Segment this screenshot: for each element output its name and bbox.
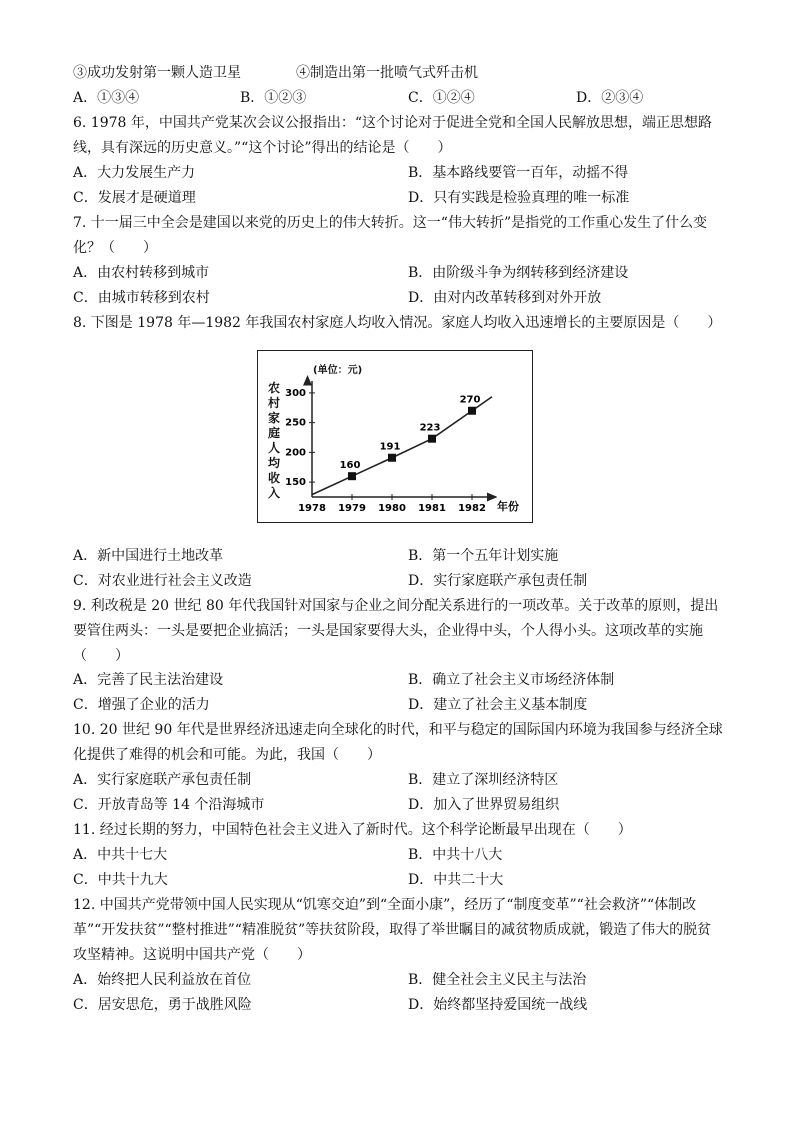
q10-stem: 10. 20 世纪 90 年代是世界经济迅速走向全球化的时代，和平与稳定的国际国内环境为我国参与经济全球化提供了难得的机会和可能。为此，我国（ ） (73, 722, 723, 763)
q6-option-c[interactable]: C．发展才是硬道理 (73, 190, 196, 206)
q10-option-c[interactable]: C．开放青岛等 14 个沿海城市 (73, 797, 265, 813)
q7-option-d[interactable]: D．由对内改革转移到对外开放 (408, 290, 602, 306)
data-label: 270 (459, 394, 481, 406)
x-tick-label: 1978 (298, 503, 326, 514)
q6-option-d[interactable]: D．只有实践是检验真理的唯一标准 (408, 190, 630, 206)
data-point-marker (348, 472, 356, 480)
q7-option-b[interactable]: B．由阶级斗争为纲转移到经济建设 (408, 265, 629, 281)
data-point-marker (468, 407, 476, 415)
q11-stem: 11. 经过长期的努力，中国特色社会主义进入了新时代。这个科学论断最早出现在（ ） (73, 822, 632, 838)
q9-option-a[interactable]: A．完善了民主法治建设 (73, 672, 224, 688)
q12-option-c[interactable]: C．居安思危，勇于战胜风险 (73, 997, 252, 1013)
q11-option-b[interactable]: B．中共十八大 (408, 847, 503, 863)
statement-4: ④制造出第一批喷气式歼击机 (296, 65, 478, 81)
income-series-line (312, 394, 492, 495)
x-axis-label: 年份 (497, 500, 519, 513)
y-tick-label: 300 (285, 387, 306, 399)
data-label: 223 (419, 422, 441, 434)
data-label: 160 (339, 460, 361, 472)
q11-option-d[interactable]: D．中共二十大 (408, 872, 504, 888)
data-label: 191 (379, 441, 401, 453)
x-tick-label: 1982 (458, 503, 486, 514)
q6-option-a[interactable]: A．大力发展生产力 (73, 165, 196, 181)
x-tick-label: 1980 (378, 503, 406, 514)
q7-stem: 7. 十一届三中全会是建国以来党的历史上的伟大转折。这一“伟大转折”是指党的工作重心发生了什么变化？（ ） (73, 215, 708, 256)
y-tick-label: 250 (285, 417, 306, 429)
y-tick-label: 200 (285, 447, 306, 459)
q8-stem: 8. 下图是 1978 年—1982 年我国农村家庭人均收入情况。家庭人均收入迅速增长的主要原因是（ ） (73, 315, 722, 331)
chart-y-axis-label: 农村家庭人均收入 (267, 381, 280, 500)
q5-option-c[interactable]: C．①②④ (408, 90, 475, 106)
q5-option-b[interactable]: B．①②③ (240, 90, 307, 106)
q9-stem: 9. 利改税是 20 世纪 80 年代我国针对国家与企业之间分配关系进行的一项改革。关于改革的原则，提出要管住两头：一头是要把企业搞活；一头是国家要得大头，企业得中头，个人得小头。这项改革的实施（ ） (73, 598, 719, 664)
q6-option-b[interactable]: B．基本路线要管一百年，动摇不得 (408, 165, 629, 181)
q11-option-c[interactable]: C．中共十九大 (73, 872, 168, 888)
data-point-marker (428, 435, 436, 443)
q9-option-b[interactable]: B．确立了社会主义市场经济体制 (408, 672, 615, 688)
q8-option-d[interactable]: D．实行家庭联产承包责任制 (408, 573, 588, 589)
income-chart (257, 350, 533, 523)
q7-option-c[interactable]: C．由城市转移到农村 (73, 290, 210, 306)
q9-option-d[interactable]: D．建立了社会主义基本制度 (408, 697, 588, 713)
q12-stem: 12. 中国共产党带领中国人民实现从“饥寒交迫”到“全面小康”，经历了“制度变革”“社会救济”“体制改革”“开发扶贫”“整村推进”“精准脱贫”等扶贫阶段，取得了举世瞩目的减贫物质成就，锻造了伟大的脱贫攻坚精神。这说明中国共产党（ ） (73, 897, 712, 963)
chart-plot (258, 351, 534, 524)
q12-option-a[interactable]: A．始终把人民利益放在首位 (73, 972, 252, 988)
q10-option-b[interactable]: B．建立了深圳经济特区 (408, 772, 559, 788)
data-point-marker (388, 454, 396, 462)
q8-option-a[interactable]: A．新中国进行土地改革 (73, 548, 224, 564)
q12-option-d[interactable]: D．始终都坚持爱国统一战线 (408, 997, 588, 1013)
q10-option-a[interactable]: A．实行家庭联产承包责任制 (73, 772, 252, 788)
q8-option-b[interactable]: B．第一个五年计划实施 (408, 548, 559, 564)
x-tick-label: 1981 (418, 503, 446, 514)
q8-option-c[interactable]: C．对农业进行社会主义改造 (73, 573, 252, 589)
y-tick-label: 150 (285, 477, 306, 489)
q5-option-d[interactable]: D．②③④ (576, 90, 644, 106)
q5-option-a[interactable]: A．①③④ (73, 90, 140, 106)
q10-option-d[interactable]: D．加入了世界贸易组织 (408, 797, 560, 813)
q11-option-a[interactable]: A．中共十七大 (73, 847, 168, 863)
q9-option-c[interactable]: C．增强了企业的活力 (73, 697, 210, 713)
q7-option-a[interactable]: A．由农村转移到城市 (73, 265, 210, 281)
statement-3: ③成功发射第一颗人造卫星 (73, 65, 241, 81)
x-tick-label: 1979 (338, 503, 366, 514)
q6-stem: 6. 1978 年，中国共产党某次会议公报指出：“这个讨论对于促进全党和全国人民解放思想，端正思想路线，具有深远的历史意义。”“这个讨论”得出的结论是（ ） (73, 115, 713, 156)
q12-option-b[interactable]: B．健全社会主义民主与法治 (408, 972, 587, 988)
chart-unit-label: (单位：元) (313, 365, 363, 376)
